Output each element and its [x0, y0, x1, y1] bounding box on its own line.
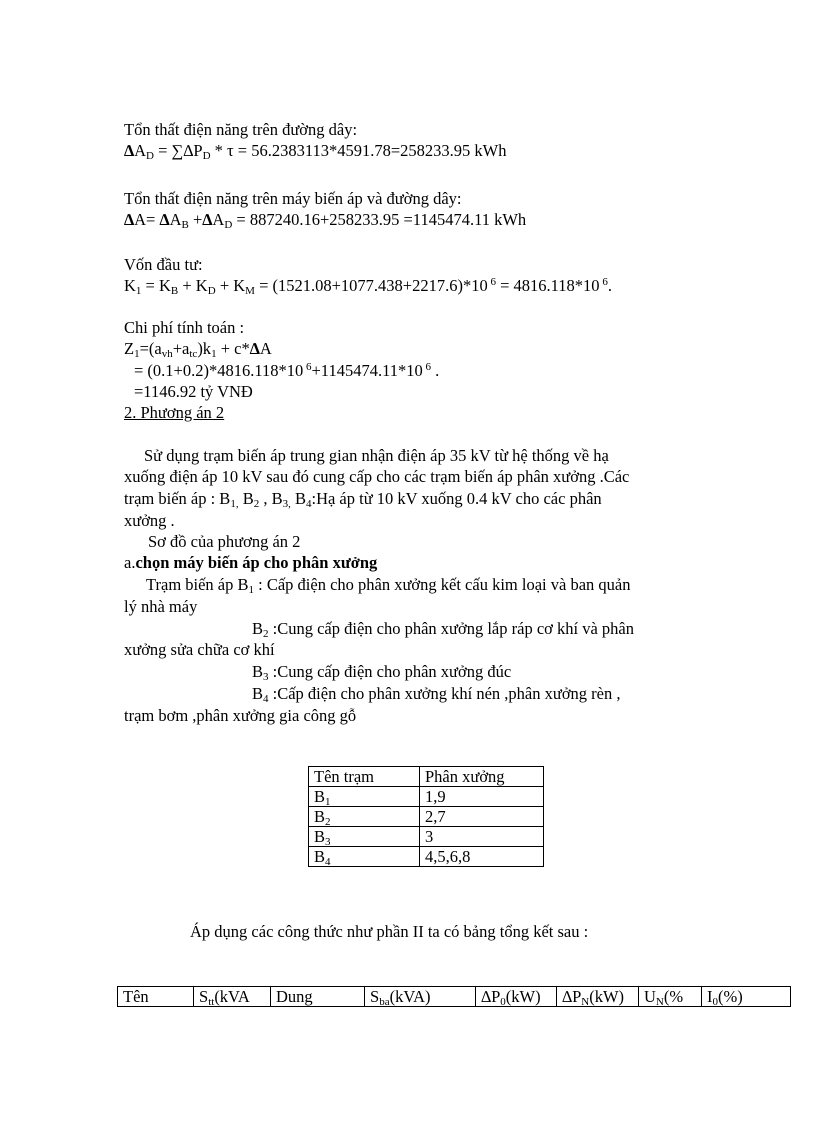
- station-cell: $B_1$: [309, 787, 420, 807]
- workshop-cell: 2,7: [420, 807, 544, 827]
- delta-symbol: ∆: [124, 141, 135, 160]
- station-table: [308, 766, 544, 867]
- total-loss-formula: $\Delta A= \Delta A_B +\Delta A_D = 887240.16+258233.95 =1145474.11$ kWh: [124, 210, 527, 231]
- station-cell: $B_3$: [309, 827, 420, 847]
- table-row: [309, 767, 544, 787]
- diagram-caption: Sơ đồ của phương án 2: [148, 532, 301, 551]
- assign-b2: $B_2$ :Cung cấp điện cho phân xưởng lắp ráp cơ khí và phân: [252, 619, 634, 640]
- table-row: [309, 807, 544, 827]
- assign-b1-cont: lý nhà máy: [124, 597, 198, 616]
- cost-formula-line1: $Z_1=(a_{vh}+a_{tc})k_1 + c*\Delta A$: [124, 339, 272, 360]
- option2-para-line1: Sử dụng trạm biến áp trung gian nhận điện áp 35 kV từ hệ thống về hạ: [144, 446, 609, 465]
- option2-para-line2: xuống điện áp 10 kV sau đó cung cấp cho các trạm biến áp phân xưởng .Các: [124, 467, 630, 486]
- col-un: $U_N(\%$: [639, 987, 702, 1007]
- investment-formula: $K_1 = K_B + K_D + K_M = (1521.08+1077.438+2217.6)*10$ $^6$ = 4816.118*10 $^6$.: [124, 276, 612, 297]
- col-dp0: $\Delta P_0(kW)$: [476, 987, 557, 1007]
- col-name: Tên: [118, 987, 194, 1007]
- total-loss-title: Tổn thất điện năng trên máy biến áp và đường dây:: [124, 189, 462, 208]
- col-sba: $S_{ba}(kVA)$: [365, 987, 476, 1007]
- assign-b4: $B_4$ :Cấp điện cho phân xưởng khí nén ,phân xưởng rèn ,: [252, 684, 621, 705]
- line-loss-title: Tổn thất điện năng trên đường dây:: [124, 120, 358, 139]
- workshop-cell: 4,5,6,8: [420, 847, 544, 867]
- assign-b4-cont: trạm bơm ,phân xưởng gia công gỗ: [124, 706, 357, 725]
- table-row: [309, 827, 544, 847]
- cost-formula-line2: = (0.1+0.2)*4816.118*10 $^6$+1145474.11*10 $^6$ .: [134, 361, 440, 380]
- apply-text: Áp dụng các công thức như phần II ta có bảng tổng kết sau :: [190, 922, 589, 941]
- header-station-name: Tên trạm: [309, 767, 420, 787]
- option2-heading: 2. Phương án 2: [124, 403, 225, 422]
- workshop-cell: 3: [420, 827, 544, 847]
- table-row: [309, 847, 544, 867]
- assign-b3: $B_3$ :Cung cấp điện cho phân xưởng đúc: [252, 662, 512, 683]
- header-workshop: Phân xưởng: [420, 767, 544, 787]
- station-cell: $B_2$: [309, 807, 420, 827]
- option2-para-line3: trạm biến áp : $B_{1,}$ $B_2$ , $B_{3,}$ $B_4:Hạ$ áp từ 10 kV xuống 0.4 kV cho các phân: [124, 489, 602, 510]
- assign-b2-cont: xưởng sửa chữa cơ khí: [124, 640, 275, 659]
- line-loss-formula: $\Delta A_D = \sum\Delta P_D * \tau = 56.2383113*4591.78=258233.95$ kWh: [124, 141, 507, 162]
- station-cell: $B_4$: [309, 847, 420, 867]
- col-dpn: $\Delta P_N(kW)$: [557, 987, 639, 1007]
- col-stt: $S_{tt}(kVA$: [194, 987, 271, 1007]
- cost-title: Chi phí tính toán :: [124, 318, 245, 337]
- table-row: [309, 787, 544, 807]
- option2-para-line4: xưởng .: [124, 511, 175, 530]
- col-i0: $I_0(\%)$: [702, 987, 791, 1007]
- col-capacity: Dung: [271, 987, 365, 1007]
- investment-title: Vốn đầu tư:: [124, 255, 203, 274]
- assign-b1: Trạm biến áp $B_1$ : Cấp điện cho phân xưởng kết cấu kim loại và ban quản: [146, 575, 631, 596]
- table-row: [118, 987, 791, 1007]
- workshop-cell: 1,9: [420, 787, 544, 807]
- sub-heading-a: a.chọn máy biến áp cho phân xưởng: [124, 553, 378, 572]
- summary-table: [117, 986, 791, 1007]
- cost-result: =1146.92 tỷ VNĐ: [134, 382, 253, 401]
